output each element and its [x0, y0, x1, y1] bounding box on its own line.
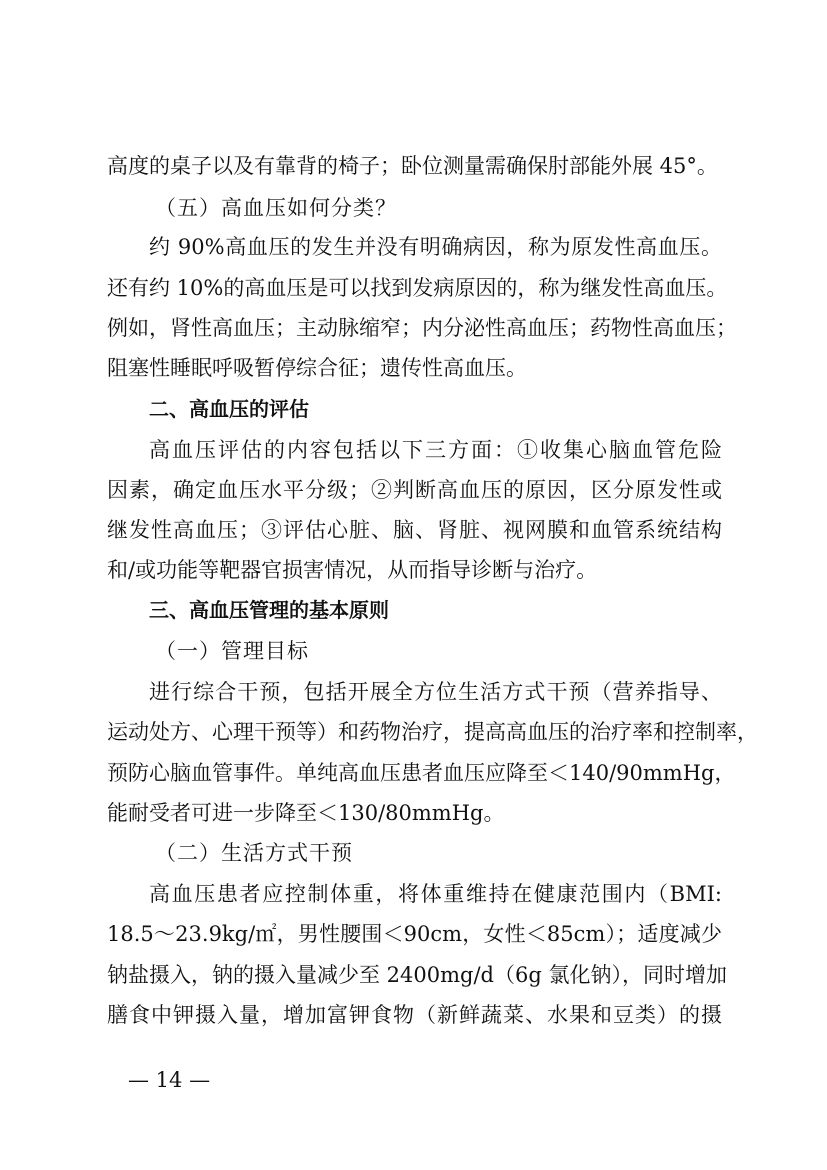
text-line: 因素，确定血压水平分级；②判断高血压的原因，区分原发性或 — [107, 478, 722, 502]
text-line: 18.5～23.9kg/㎡，男性腰围＜90cm，女性＜85cm）；适度减少 — [107, 922, 722, 946]
text-line: 钠盐摄入，钠的摄入量减少至 2400mg/d（6g 氯化钠），同时增加 — [107, 963, 727, 987]
section-heading: 二、高血压的评估 — [149, 397, 309, 421]
subsection-heading: （二）生活方式干预 — [155, 841, 353, 865]
text-line: 进行综合干预，包括开展全方位生活方式干预（营养指导、 — [149, 680, 722, 704]
text-line: 预防心脑血管事件。单纯高血压患者血压应降至＜140/90mmHg， — [107, 761, 736, 785]
text-line: 还有约 10%的高血压是可以找到发病原因的，称为继发性高血压。 — [107, 276, 728, 300]
text-line: 高血压评估的内容包括以下三方面：①收集心脑血管危险 — [149, 438, 722, 462]
text-line: 例如，肾性高血压；主动脉缩窄；内分泌性高血压；药物性高血压； — [107, 316, 737, 340]
subsection-heading: （一）管理目标 — [155, 639, 309, 663]
text-line: 高度的桌子以及有靠背的椅子；卧位测量需确保肘部能外展 45°。 — [107, 154, 718, 178]
text-line: 阻塞性睡眠呼吸暂停综合征；遗传性高血压。 — [107, 356, 527, 380]
text-line: 运动处方、心理干预等）和药物治疗，提高高血压的治疗率和控制率， — [107, 720, 758, 744]
text-line: 高血压患者应控制体重，将体重维持在健康范围内（BMI: — [149, 882, 722, 906]
text-line: 能耐受者可进一步降至＜130/80mmHg。 — [107, 801, 505, 825]
text-line: 膳食中钾摄入量，增加富钾食物（新鲜蔬菜、水果和豆类）的摄 — [107, 1003, 722, 1027]
section-heading: 三、高血压管理的基本原则 — [149, 598, 389, 622]
text-line: 继发性高血压；③评估心脏、脑、肾脏、视网膜和血管系统结构 — [107, 518, 722, 542]
subsection-heading: （五）高血压如何分类？ — [155, 196, 397, 220]
page-number: — 14 — — [128, 1068, 211, 1092]
text-line: 和/或功能等靶器官损害情况，从而指导诊断与治疗。 — [107, 558, 598, 582]
text-line: 约 90%高血压的发生并没有明确病因，称为原发性高血压。 — [149, 235, 722, 259]
